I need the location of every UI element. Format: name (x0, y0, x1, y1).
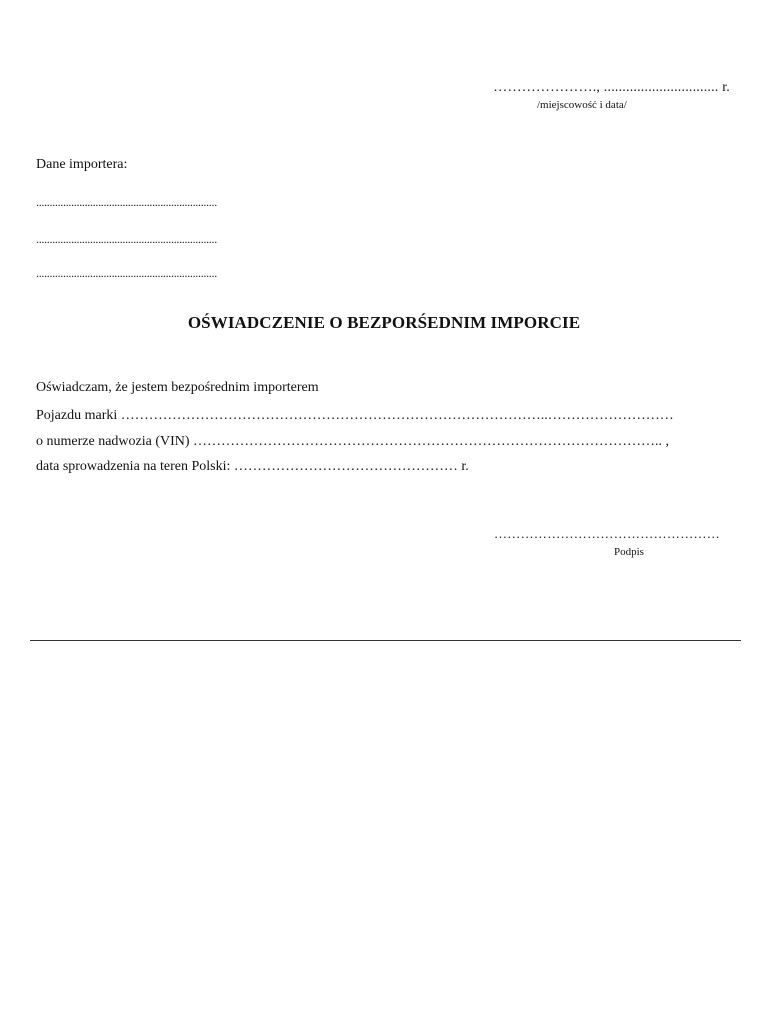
signature-line: …………………………………………… (494, 526, 721, 541)
page-divider (30, 640, 741, 641)
import-date-field: data sprowadzenia na teren Polski: ………………………………………… r. (36, 459, 469, 474)
signature-caption: Podpis (614, 546, 644, 558)
place-date-field: …………………., ............................... r. (493, 80, 730, 95)
importer-line-3: ................................................................... (36, 266, 217, 280)
importer-label: Dane importera: (36, 157, 128, 172)
importer-line-2: ................................................................... (36, 232, 217, 246)
importer-line-1: ................................................................... (36, 195, 217, 209)
vehicle-brand-field: Pojazdu marki ………………………………………………………………………………..……………………… (36, 408, 674, 423)
document-title: OŚWIADCZENIE O BEZPORŚEDNIM IMPORCIE (187, 313, 581, 332)
place-date-caption: /miejscowość i data/ (537, 99, 627, 111)
vin-field: o numerze nadwozia (VIN) ……………………………………………………………………………………….. , (36, 434, 670, 449)
statement-intro: Oświadczam, że jestem bezpośrednim importerem (36, 380, 319, 395)
